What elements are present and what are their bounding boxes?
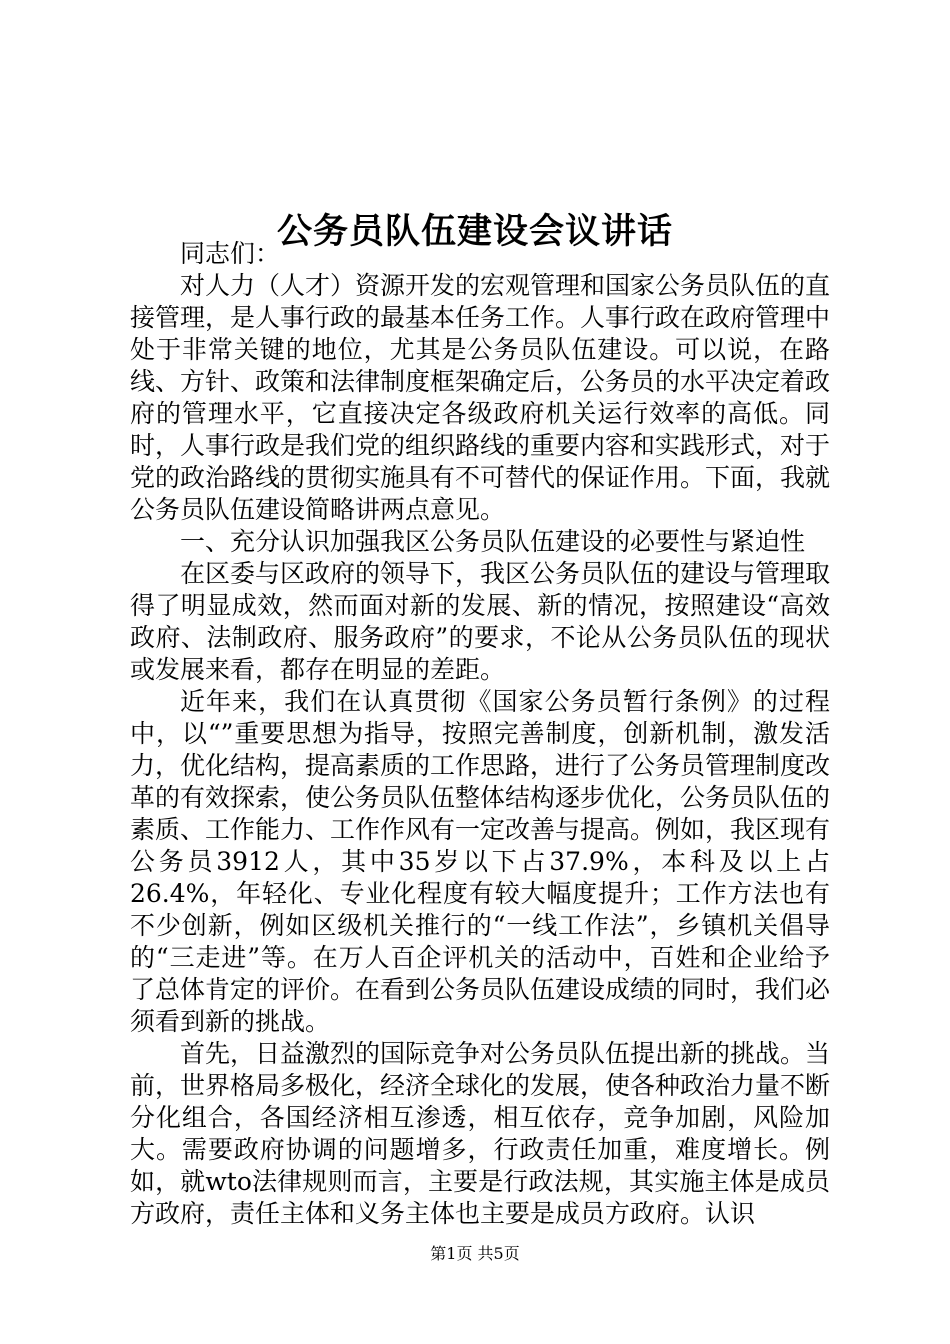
section-heading-1: 一、充分认识加强我区公务员队伍建设的必要性与紧迫性: [180, 527, 806, 556]
document-title: 公务员队伍建设会议讲话: [276, 211, 673, 253]
paragraph-first-challenge: 首先，日益激烈的国际竞争对公务员队伍提出新的挑战。当前，世界格局多极化，经济全球化的发展，使各种政治力量不断分化组合，各国经济相互渗透，相互依存，竞争加剧，风险加大。需要政府协调的问题增多，行政责任加重，难度增长。例如，就wto法律规则而言，主要是行政法规，其实施主体是成员方政府，责任主体和义务主体也主要是成员方政府。认识: [130, 1039, 831, 1228]
paragraph-recent-years: 近年来，我们在认真贯彻《国家公务员暂行条例》的过程中，以“”重要思想为指导，按照完善制度，创新机制，激发活力，优化结构，提高素质的工作思路，进行了公务员管理制度改革的有效探索，使公务员队伍整体结构逐步优化，公务员队伍的素质、工作能力、工作作风有一定改善与提高。例如，我区现有公务员3912人，其中35岁以下占37.9%，本科及以上占26.4%，年轻化、专业化程度有较大幅度提升；工作方法也有不少创新，例如区级机关推行的“一线工作法”，乡镇机关倡导的“三走进”等。在万人百企评机关的活动中，百姓和企业给予了总体肯定的评价。在看到公务员队伍建设成绩的同时，我们必须看到新的挑战。: [130, 687, 831, 1036]
page-number-footer: 第1页 共5页: [430, 1244, 520, 1263]
paragraph-achievements: 在区委与区政府的领导下，我区公务员队伍的建设与管理取得了明显成效，然而面对新的发展、新的情况，按照建设“高效政府、法制政府、服务政府”的要求，不论从公务员队伍的现状或发展来看，都存在明显的差距。: [130, 559, 831, 684]
paragraph-salutation: 同志们：: [180, 239, 281, 268]
document-body: [130, 238, 830, 1230]
paragraph-intro: 对人力（人才）资源开发的宏观管理和国家公务员队伍的直接管理，是人事行政的最基本任务工作。人事行政在政府管理中处于非常关键的地位，尤其是公务员队伍建设。可以说，在路线、方针、政策和法律制度框架确定后，公务员的水平决定着政府的管理水平，它直接决定各级政府机关运行效率的高低。同时，人事行政是我们党的组织路线的重要内容和实践形式，对于党的政治路线的贯彻实施具有不可替代的保证作用。下面，我就公务员队伍建设简略讲两点意见。: [130, 271, 831, 524]
